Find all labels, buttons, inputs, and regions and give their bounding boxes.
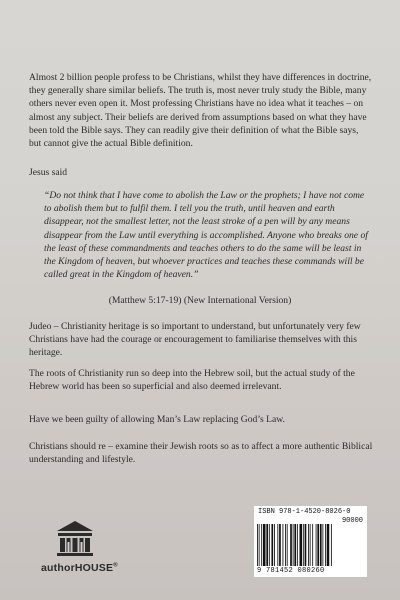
roots-paragraph: The roots of Christianity run so deep into the Hebrew soil, but the actual study of the Hebrew world has been so superficial and also deemed irrelevant. (29, 368, 355, 393)
jesus-said-line: Jesus said (29, 167, 68, 178)
publisher-logo (41, 520, 131, 576)
heritage-paragraph: Judeo – Christianity heritage is so important to understand, but unfortunately very few Christians have had the courage or encouragement to familiarise themselves with this heritage. (29, 321, 361, 359)
closing-paragraph: Christians should re – examine their Jewish roots so as to affect a more authentic Biblical understanding and lifestyle. (29, 441, 373, 466)
barcode-digits: 9 781452 080260 (257, 567, 325, 575)
publisher-name: authorHOUSE® (41, 562, 118, 574)
scripture-quote: “Do not think that I have come to abolish the Law or the prophets; I have not come to abolish them but to fulfil them. I tell you the truth, until heaven and earth disappear, not the smallest letter, not the least stroke of a pen will by any means disappear from the Law until everything is accomplished. Anyone who breaks one of the least of these commandments and teaches others to do the same will be least in the Kingdom of heaven, but whoever practices and teaches these commands will be called great in the Kingdom of heaven.” (44, 190, 368, 281)
price-code: 90000 (341, 517, 363, 525)
barcode-bars (257, 524, 364, 566)
scripture-citation: (Matthew 5:17-19) (New International Version) (108, 295, 292, 306)
intro-paragraph: Almost 2 billion people profess to be Christians, whilst they have differences in doctrine, they generally share similar beliefs. The truth is, most never truly study the Bible, many others never even open it. Most professing Christians have no idea what it teaches – on almost any subject. Their beliefs are derived from assumptions based on what they have been told the Bible says. They can readily give their definition of what the Bible says, but cannot give the actual Bible definition. (29, 72, 372, 150)
authorhouse-building-icon (55, 520, 95, 556)
question-paragraph: Have we been guilty of allowing Man’s Law replacing God’s Law. (29, 414, 285, 425)
isbn-label: ISBN 978-1-4520-8026-0 (258, 508, 351, 516)
isbn-barcode (254, 506, 367, 577)
